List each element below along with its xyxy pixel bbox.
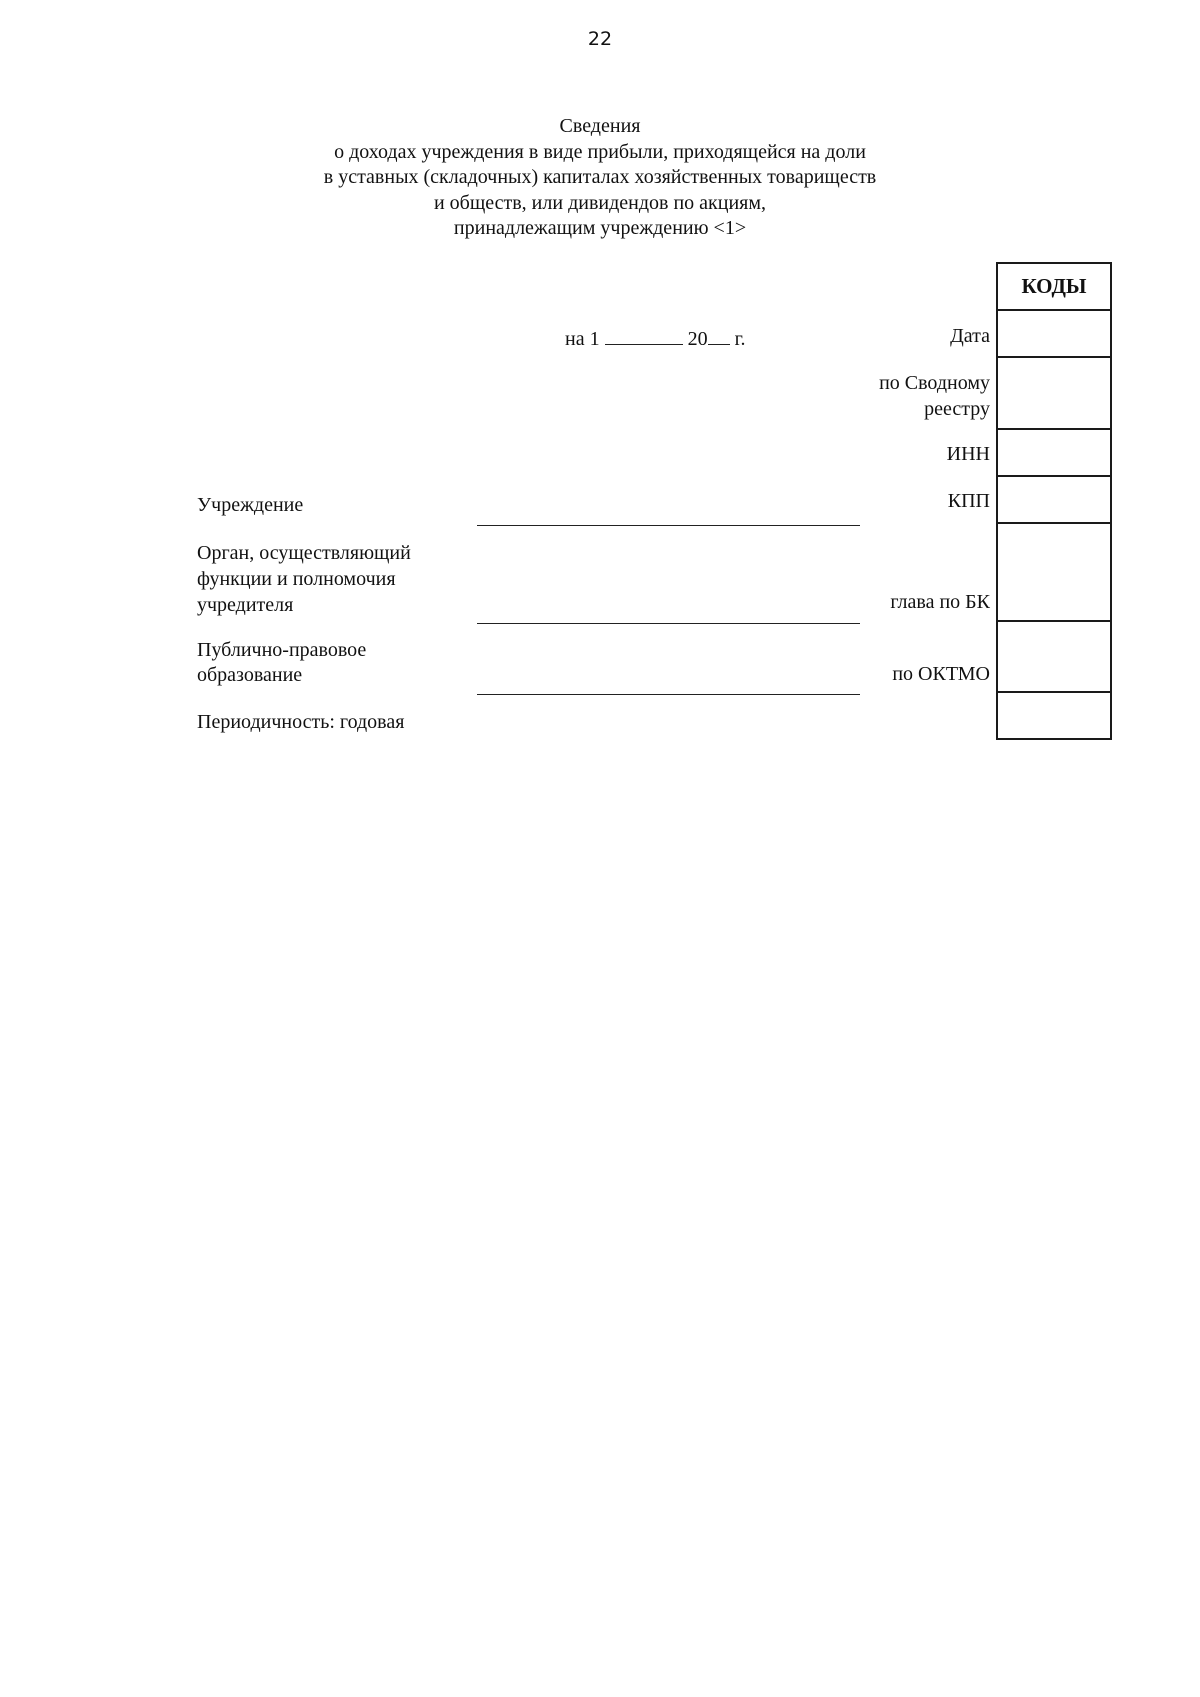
codes-table: [996, 262, 1112, 740]
title-line: Сведения: [559, 115, 641, 137]
year-blank[interactable]: [708, 326, 730, 345]
registry-code-label-line1: по Сводному: [879, 372, 990, 394]
date-suffix: г.: [734, 328, 746, 350]
bk-chapter-code-cell[interactable]: [997, 523, 1111, 621]
kpp-code-cell[interactable]: [997, 476, 1111, 523]
title-line: принадлежащим учреждению <1>: [453, 217, 747, 239]
title-line: о доходах учреждения в виде прибыли, приходящейся на доли: [334, 140, 866, 163]
document-title: [0, 114, 1200, 242]
title-line: в уставных (складочных) капиталах хозяйственных товариществ: [323, 166, 877, 188]
report-date-line: [565, 326, 746, 352]
public-entity-label-line2: образование: [197, 664, 303, 686]
periodicity-code-cell[interactable]: [997, 692, 1111, 739]
inn-code-cell[interactable]: [997, 429, 1111, 476]
year-prefix: 20: [687, 328, 708, 350]
institution-label: Учреждение: [197, 494, 304, 516]
founder-label-line3: учредителя: [197, 594, 294, 616]
institution-field-line[interactable]: [477, 525, 860, 526]
registry-code-label-line2: реестру: [924, 398, 990, 420]
public-entity-label-line1: Публично-правовое: [197, 639, 367, 661]
public-entity-field-line[interactable]: [477, 694, 860, 695]
founder-field-line[interactable]: [477, 623, 860, 624]
date-prefix: на 1: [565, 328, 600, 350]
founder-label-line1: Орган, осуществляющий: [197, 542, 411, 564]
inn-label: ИНН: [946, 443, 990, 465]
oktmo-label: по ОКТМО: [892, 663, 990, 685]
date-code-cell[interactable]: [997, 310, 1111, 357]
bk-chapter-label: глава по БК: [890, 591, 990, 613]
founder-label-line2: функции и полномочия: [197, 568, 396, 590]
periodicity-label: Периодичность: годовая: [197, 711, 405, 733]
registry-code-cell[interactable]: [997, 357, 1111, 429]
date-code-label: Дата: [950, 325, 990, 347]
kpp-label: КПП: [947, 490, 990, 512]
title-line: и обществ, или дивидендов по акциям,: [433, 191, 767, 214]
month-blank[interactable]: [605, 326, 683, 345]
oktmo-code-cell[interactable]: [997, 621, 1111, 692]
page-number: 22: [587, 28, 613, 50]
codes-header: КОДЫ: [997, 263, 1111, 310]
